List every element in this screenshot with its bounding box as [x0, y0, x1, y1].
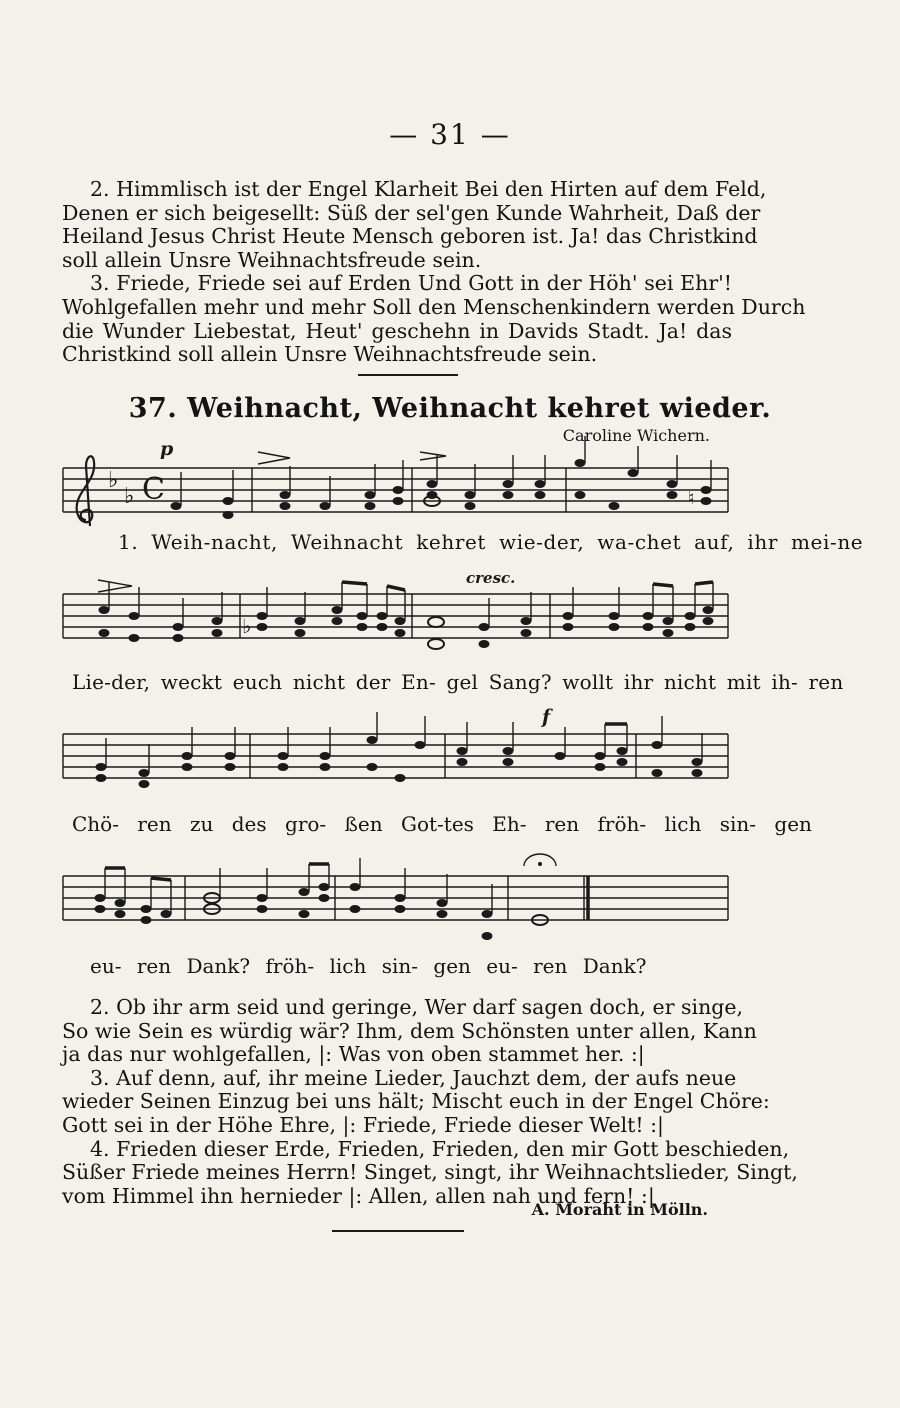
prev-verse2-line-1: 2. Himmlisch ist der Engel Klarheit Bei den Hirten auf dem Feld, — [90, 177, 767, 201]
svg-text:♭: ♭ — [124, 484, 135, 509]
verse2-line-1: 2. Ob ihr arm seid und geringe, Wer darf sagen doch, er singe, — [90, 995, 744, 1019]
verse3-line-3: Gott sei in der Höhe Ehre, |: Friede, Friede dieser Welt! :| — [62, 1112, 664, 1137]
prev-verse3-line-2: Wohlgefallen mehr und mehr Soll den Menschenkindern werden Durch — [62, 294, 806, 319]
prev-verse2-line-4: soll allein Unsre Weihnachtsfreude sein. — [62, 247, 482, 272]
author-signature: A. Moraht in Mölln. — [531, 1200, 708, 1219]
song-title: 37. Weihnacht, Weihnacht kehret wieder. — [128, 393, 772, 424]
svg-text:♭: ♭ — [108, 468, 119, 493]
verse4-line-3: vom Himmel ihn hernieder |: Allen, allen nah und fern! :| — [62, 1183, 655, 1208]
dynamic-p: p — [160, 438, 174, 460]
prev-verse3-line-3: die Wunder Liebestat, Heut' geschehn in Davids Stadt. Ja! das — [62, 318, 732, 343]
prev-verse3-line-4: Christkind soll allein Unsre Weihnachtsfreude sein. — [62, 342, 598, 367]
lyric-line-2: Lie-der, weckt euch nicht der En- gel Sang? wollt ihr nicht mit ih- ren — [72, 670, 844, 694]
separator-rule-bottom — [332, 1230, 464, 1232]
key-signature-flats — [108, 468, 134, 509]
composer-credit: Caroline Wichern. — [562, 426, 710, 445]
prev-verse2-line-2: Denen er sich beigesellt: Süß der sel'gen Kunde Wahrheit, Daß der — [62, 200, 761, 225]
page-number: — 31 — — [389, 118, 511, 151]
prev-verse3-line-1: 3. Friede, Friede sei auf Erden Und Gott in der Höh' sei Ehr'! — [90, 271, 732, 296]
time-signature: C — [142, 472, 165, 507]
expression-marks — [98, 452, 556, 866]
lyric-line-4: eu- ren Dank? fröh- lich sin- gen eu- ren Dank? — [90, 954, 647, 978]
dynamic-cresc: cresc. — [466, 569, 516, 587]
fermata-dot — [538, 862, 542, 866]
verse3-line-2: wieder Seinen Einzug bei uns hält; Mischt euch in der Engel Chöre: — [62, 1089, 770, 1114]
song-verses — [62, 995, 798, 1208]
verse2-line-2: So wie Sein es würdig wär? Ihm, dem Schönsten unter allen, Kann — [62, 1018, 757, 1043]
verse3-line-1: 3. Auf denn, auf, ihr meine Lieder, Jauchzt dem, der aufs neue — [90, 1065, 737, 1090]
lyric-line-1: 1. Weih-nacht, Weihnacht kehret wie-der, wa-chet auf, ihr mei-ne — [118, 530, 864, 554]
verse4-line-2: Süßer Friede meines Herrn! Singet, singt, ihr Weihnachtslieder, Singt, — [62, 1160, 798, 1185]
dynamic-f: f — [542, 706, 551, 728]
treble-clef — [77, 456, 94, 526]
flat-accidental: ♭ — [242, 614, 252, 638]
lyric-line-3: Chö- ren zu des gro- ßen Got-tes Eh- ren fröh- lich sin- gen — [72, 812, 812, 836]
staff-system-3 — [63, 734, 728, 778]
natural-sign: ♮ — [688, 488, 695, 509]
half-note-heads — [204, 496, 548, 925]
verse4-line-1: 4. Frieden dieser Erde, Frieden, Frieden, den mir Gott beschieden, — [90, 1136, 790, 1161]
verse2-line-3: ja das nur wohlgefallen, |: Was von oben stammet her. :| — [62, 1042, 645, 1067]
prev-verse2-line-3: Heiland Jesus Christ Heute Mensch geboren ist. Ja! das Christkind — [62, 224, 758, 249]
